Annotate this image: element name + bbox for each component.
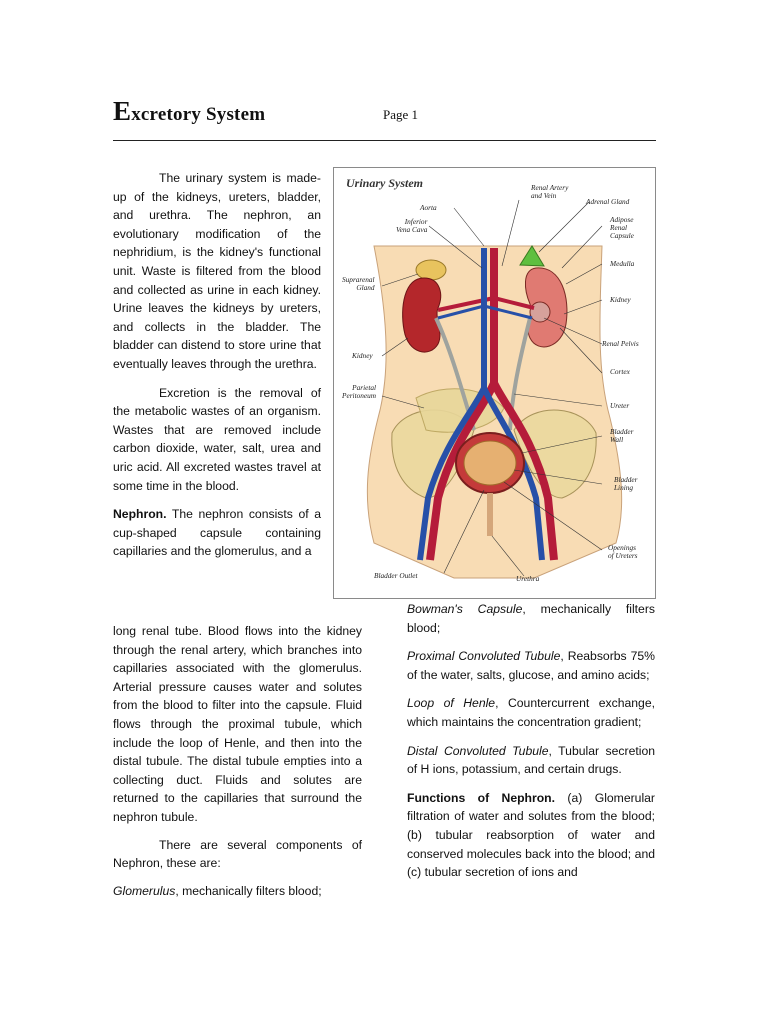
label-medulla: Medulla — [610, 259, 635, 268]
glomerulus-item — [113, 882, 362, 901]
page-title — [113, 96, 265, 127]
component-term: Bowman's Capsule — [407, 602, 523, 616]
bladder-lining — [464, 441, 516, 485]
label-parietal-peritoneum: Parietal Peritoneum — [342, 383, 377, 400]
component-item — [407, 647, 655, 684]
functions-text: (a) Glomerular filtration of water and solutes from the blood; (b) tubular reabsorption of water and conserved molecules back into the blood; and (c) tubular secretion of ions and — [407, 790, 655, 880]
label-aorta: Aorta — [420, 203, 437, 212]
nephron-text-narrow: The nephron consists of a cup-shaped capsule containing capillaries and the glomerulus, and a — [113, 507, 321, 559]
label-kidney-left: Kidney — [610, 295, 631, 304]
nephron-text-wide: long renal tube. Blood flows into the kidney through the renal artery, which branches into capillaries associated with the glomerulus. Arterial pressure causes water and solutes from the blood to filter into the capsule. Fluid flows through the proximal tubule, which include the loop of Henle, and then into the distal tubule. The distal tubule empties into a collecting duct. Fluids and solutes are returned to the capillaries that surround the nephron tubule. — [113, 624, 362, 824]
label-adipose-renal-capsule: Adipose Renal Capsule — [610, 215, 634, 240]
component-term: Distal Convoluted Tubule — [407, 743, 549, 758]
urinary-system-figure — [333, 167, 656, 599]
components-intro: There are several components of Nephron, these are: — [113, 837, 362, 871]
label-renal-artery-vein: Renal Artery and Vein — [531, 183, 569, 200]
title-rest: xcretory System — [131, 104, 266, 125]
label-kidney-right: Kidney — [352, 351, 373, 360]
label-bladder-wall: Bladder Wall — [610, 427, 634, 444]
header-rule — [113, 140, 656, 141]
functions-paragraph — [407, 789, 655, 882]
component-desc: , Reabsorbs 75% of the water, salts, glucose, and amino acids; — [407, 649, 655, 682]
label-suprarenal-gland: Suprarenal Gland — [342, 275, 375, 292]
left-column-narrow — [113, 169, 321, 561]
component-item — [407, 600, 655, 637]
functions-heading: Functions of Nephron. — [407, 790, 556, 805]
label-cortex: Cortex — [610, 367, 630, 376]
label-urethra: Urethra — [516, 574, 540, 583]
component-desc: , mechanically filters blood; — [407, 602, 655, 635]
left-column-wide — [113, 622, 362, 900]
label-bladder-outlet: Bladder Outlet — [374, 571, 418, 580]
component-term: Proximal Convoluted Tubule — [407, 649, 561, 664]
glomerulus-term: Glomerulus — [113, 883, 176, 898]
intro-paragraph: The urinary system is made-up of the kidneys, ureters, bladder, and urethra. The nephron, an evolutionary modification of the nephridium, is the kidney's functional unit. Waste is filtered from the blood and collected as urine in each kidney. Urine leaves the kidneys by ureters, and collects in the bladder. The bladder can distend to store urine that eventually leaves through the urethra. — [113, 171, 321, 371]
component-term: Loop of Henle — [407, 696, 496, 711]
component-item — [407, 742, 655, 779]
adrenal-gland-right — [416, 260, 446, 280]
renal-pelvis — [530, 302, 550, 322]
label-inferior-vena-cava: Inferior Vena Cava — [396, 217, 428, 234]
right-column — [407, 600, 655, 882]
label-openings-of-ureters: Openings of Ureters — [608, 543, 638, 560]
excretion-paragraph: Excretion is the removal of the metabolic wastes of an organism. Wastes that are removed include carbon dioxide, water, salt, urea and uric acid. All excreted wastes travel at some time in the blood. — [113, 385, 321, 493]
nephron-heading: Nephron. — [113, 507, 167, 522]
label-bladder-lining: Bladder Lining — [614, 475, 638, 492]
component-desc: , Tubular secretion of H ions, potassium, and certain drugs. — [407, 743, 655, 777]
label-adrenal-gland: Adrenal Gland — [586, 197, 630, 206]
label-renal-pelvis: Renal Pelvis — [602, 339, 639, 348]
page-number: Page 1 — [383, 107, 419, 122]
kidney-right — [403, 278, 441, 352]
figure-title: Urinary System — [346, 176, 424, 190]
urinary-system-illustration — [334, 168, 655, 598]
component-item — [407, 694, 655, 731]
title-initial: E — [113, 96, 132, 126]
component-desc: , Countercurrent exchange, which maintains the concentration gradient; — [407, 696, 655, 729]
label-ureter: Ureter — [610, 401, 630, 410]
glomerulus-desc: , mechanically filters blood; — [175, 883, 322, 898]
nephron-paragraph-start — [113, 505, 321, 561]
